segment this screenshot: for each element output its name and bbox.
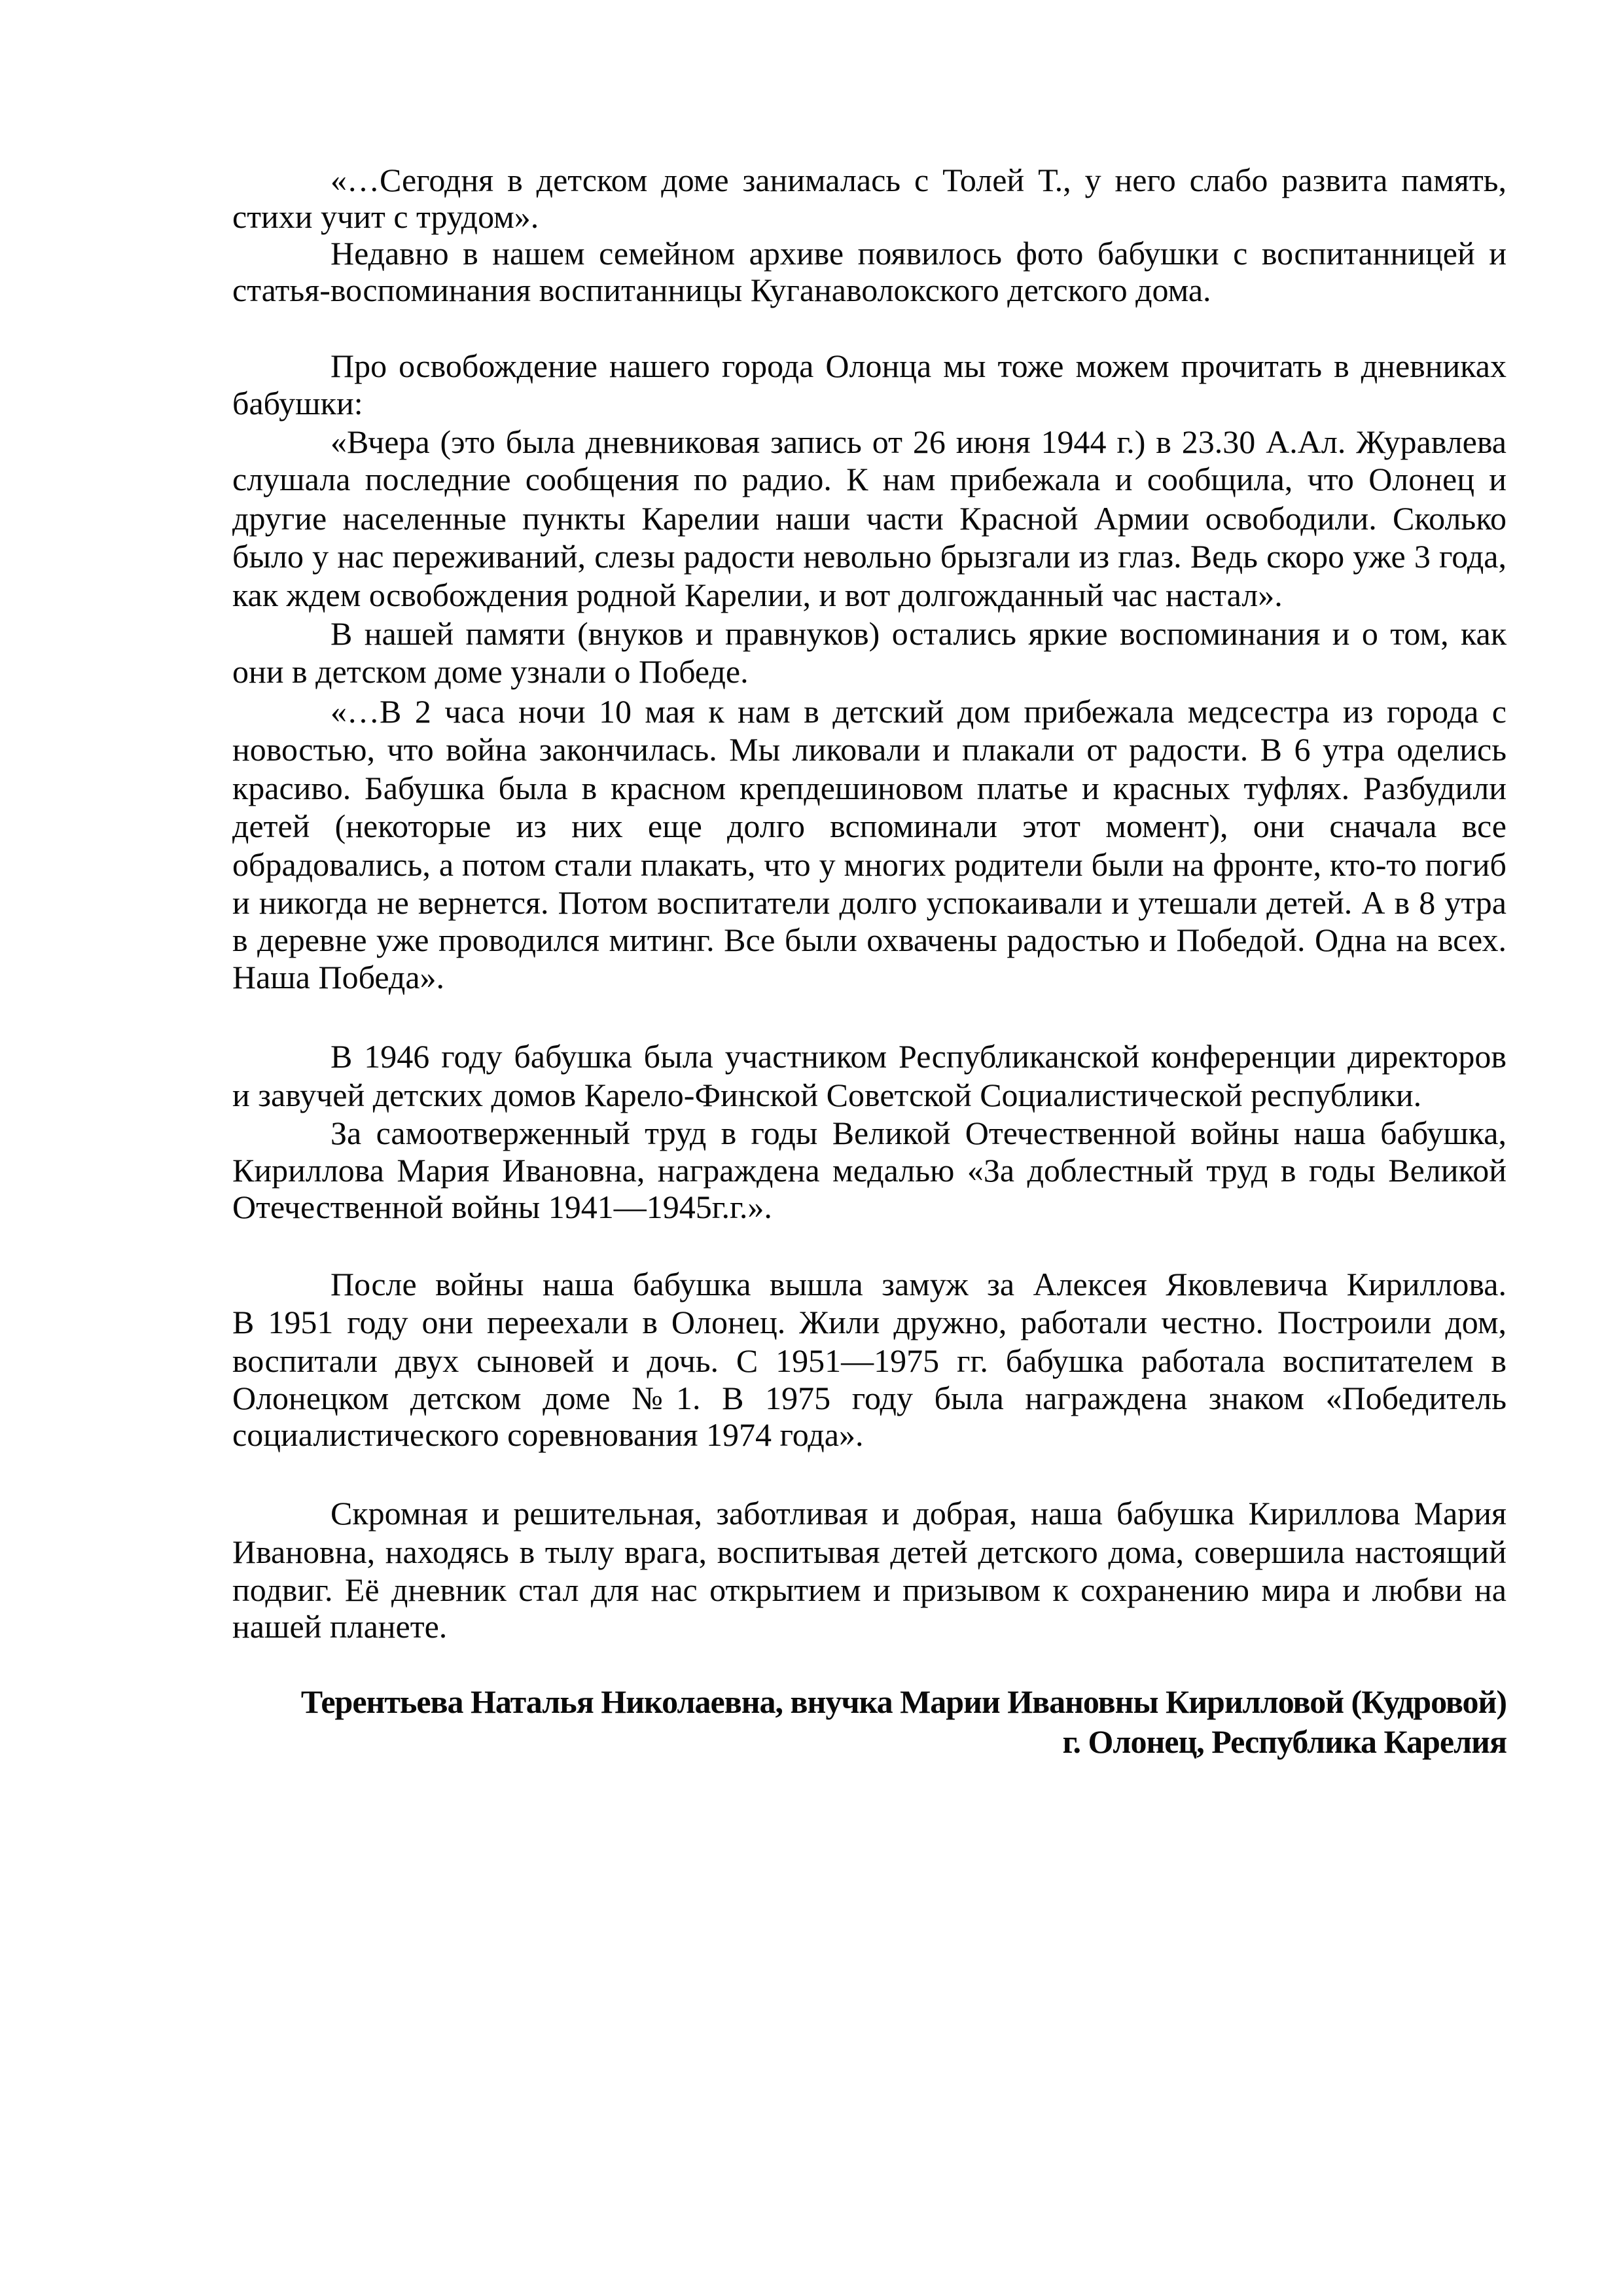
paragraph-1-line-2: стихи учит с трудом». [232, 198, 539, 235]
paragraph-10-line-2: Ивановна, находясь в тылу врага, воспитывая детей детского дома, совершила настоящий [232, 1534, 1507, 1570]
paragraph-4-line-5: как ждем освобождения родной Карелии, и вот долгожданный час настал». [232, 577, 1283, 613]
signature-location: г. Олонец, Республика Карелия [1062, 1723, 1507, 1760]
paragraph-3-line-2: бабушки: [232, 385, 363, 422]
paragraph-4-line-1: «Вчера (это была дневниковая запись от 26 июня 1944 г.) в 23.30 А.Ал. Журавлева [330, 423, 1507, 460]
paragraph-6-line-5: обрадовались, а потом стали плакать, что у многих родители были на фронте, кто-то погиб [232, 846, 1507, 883]
paragraph-10-line-4: нашей планете. [232, 1608, 448, 1645]
paragraph-9-line-3: воспитали двух сыновей и дочь. С 1951—1975 гг. бабушка работала воспитателем в [232, 1342, 1507, 1379]
paragraph-6-line-1: «…В 2 часа ночи 10 мая к нам в детский дом прибежала медсестра из города с [330, 693, 1507, 730]
signature-author: Терентьева Наталья Николаевна, внучка Марии Ивановны Кирилловой (Кудровой) [300, 1683, 1507, 1720]
paragraph-5-line-1: В нашей памяти (внуков и правнуков) остались яркие воспоминания и о том, как [330, 615, 1507, 652]
paragraph-6-line-3: красиво. Бабушка была в красном крепдешиновом платье и красных туфлях. Разбудили [232, 770, 1507, 806]
paragraph-9-line-5: социалистического соревнования 1974 года». [232, 1416, 864, 1453]
paragraph-1-line-1: «…Сегодня в детском доме занималась с Толей Т., у него слабо развита память, [330, 162, 1507, 198]
paragraph-2-line-1: Недавно в нашем семейном архиве появилось фото бабушки с воспитанницей и [330, 235, 1507, 272]
paragraph-10-line-3: подвиг. Её дневник стал для нас открытием и призывом к сохранению мира и любви на [232, 1571, 1507, 1608]
paragraph-6-line-7: в деревне уже проводился митинг. Все были охвачены радостью и Победой. Одна на всех. [232, 922, 1507, 958]
paragraph-6-line-2: новостью, что война закончилась. Мы ликовали и плакали от радости. В 6 утра оделись [232, 731, 1507, 768]
paragraph-5-line-2: они в детском доме узнали о Победе. [232, 653, 749, 690]
paragraph-4-line-4: было у нас переживаний, слезы радости невольно брызгали из глаз. Ведь скоро уже 3 года, [232, 538, 1507, 575]
paragraph-6-line-4: детей (некоторые из них еще долго вспоминали этот момент), они сначала все [232, 808, 1507, 844]
paragraph-8-line-3: Отечественной войны 1941—1945г.г.». [232, 1189, 772, 1225]
paragraph-4-line-2: слушала последние сообщения по радио. К нам прибежала и сообщила, что Олонец и [232, 461, 1507, 497]
paragraph-2-line-2: статья-воспоминания воспитанницы Куганаволокского детского дома. [232, 272, 1211, 308]
paragraph-6-line-8: Наша Победа». [232, 959, 445, 996]
paragraph-9-line-1: После войны наша бабушка вышла замуж за Алексея Яковлевича Кириллова. [330, 1266, 1507, 1302]
paragraph-6-line-6: и никогда не вернется. Потом воспитатели долго успокаивали и утешали детей. А в 8 утра [232, 884, 1507, 921]
paragraph-4-line-3: другие населенные пункты Карелии наши части Красной Армии освободили. Сколько [232, 500, 1507, 537]
paragraph-9-line-4: Олонецком детском доме №1. В 1975 году была награждена знаком «Победитель [232, 1380, 1507, 1416]
paragraph-7-line-2: и завучей детских домов Карело-Финской Советской Социалистической республики. [232, 1077, 1422, 1113]
paragraph-9-line-2: В 1951 году они переехали в Олонец. Жили дружно, работали честно. Построили дом, [232, 1304, 1507, 1340]
paragraph-10-line-1: Скромная и решительная, заботливая и добрая, наша бабушка Кириллова Мария [330, 1495, 1507, 1532]
paragraph-8-line-2: Кириллова Мария Ивановна, награждена медалью «За доблестный труд в годы Великой [232, 1152, 1507, 1189]
paragraph-8-line-1: За самоотверженный труд в годы Великой Отечественной войны наша бабушка, [330, 1115, 1507, 1151]
paragraph-3-line-1: Про освобождение нашего города Олонца мы тоже можем прочитать в дневниках [330, 348, 1507, 384]
paragraph-7-line-1: В 1946 году бабушка была участником Республиканской конференции директоров [330, 1038, 1507, 1075]
